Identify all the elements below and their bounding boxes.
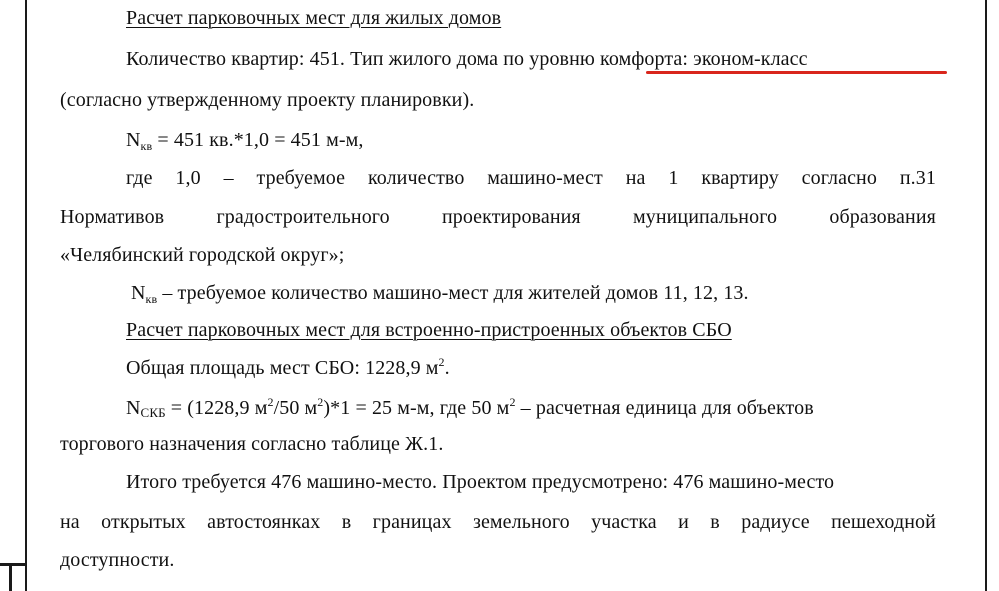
red-annotation-underline — [646, 71, 947, 74]
page-frame-right-border — [985, 0, 987, 591]
word: где — [126, 167, 153, 189]
word: Нормативов — [60, 206, 165, 228]
word: на — [625, 167, 646, 189]
word: автостоянках — [207, 511, 321, 533]
planning-project-note: (согласно утвержденному проекту планировки). — [60, 89, 475, 111]
formula-body: = 451 кв.*1,0 = 451 м-м, — [157, 129, 364, 151]
formula2-sup-1: 2 — [267, 395, 274, 409]
word: квартиру — [701, 167, 779, 189]
formula2-sup-2: 2 — [317, 395, 324, 409]
word: радиусе — [741, 511, 810, 533]
n-definition-text: – требуемое количество машино-мест для жителей домов 11, 12, 13. — [162, 282, 749, 304]
word: в — [710, 511, 720, 533]
word: в — [341, 511, 352, 533]
formula-n-symbol: N — [126, 129, 141, 151]
word: п.31 — [899, 167, 936, 189]
formula2-part-c: )*1 = 25 м-м, где 50 м — [323, 397, 510, 419]
word: на — [60, 511, 80, 533]
where-line-3: «Челябинский городской округ»; — [60, 244, 345, 266]
word: открытых — [101, 511, 186, 533]
word: машино-мест — [487, 167, 603, 189]
formula2-subscript: СКБ — [140, 405, 166, 420]
formula2-part-b: /50 м — [273, 397, 318, 419]
formula2-part-d: – расчетная единица для объектов — [520, 397, 814, 419]
n-symbol: N — [131, 282, 146, 304]
formula2-continuation: торгового назначения согласно таблице Ж.1. — [60, 433, 444, 455]
formula-commercial — [126, 396, 814, 425]
word: 1 — [668, 167, 679, 189]
word: требуемое — [256, 167, 346, 189]
formula2-part-a: = (1228,9 м — [170, 397, 268, 419]
section-heading-residential: Расчет парковочных мест для жилых домов — [126, 7, 502, 29]
n-definition-line — [131, 281, 749, 311]
n-subscript: кв — [145, 292, 158, 306]
formula-n-subscript: кв — [140, 139, 153, 153]
total-line-1: Итого требуется 476 машино-место. Проектом предусмотрено: 476 машино-место — [126, 471, 835, 493]
word: градостроительного — [216, 206, 390, 228]
formula2-sup-3: 2 — [509, 395, 516, 409]
page-frame-left-border — [25, 0, 27, 591]
where-line-1 — [126, 166, 936, 190]
word: границах — [372, 511, 452, 533]
area-end: . — [444, 357, 450, 379]
word: – — [223, 167, 234, 189]
word: образования — [829, 206, 936, 228]
word: 1,0 — [175, 167, 201, 189]
word: и — [678, 511, 689, 533]
area-superscript: 2 — [438, 355, 445, 369]
section-heading-commercial: Расчет парковочных мест для встроенно-пристроенных объектов СБО — [126, 319, 732, 341]
word: согласно — [801, 167, 877, 189]
where-line-2 — [60, 205, 936, 229]
apartments-count-line: Количество квартир: 451. Тип жилого дома по уровню комфорта: эконом-класс — [126, 48, 808, 70]
word: пешеходной — [831, 511, 936, 533]
word: муниципального — [632, 206, 778, 228]
area-text: Общая площадь мест СБО: 1228,9 м — [126, 357, 439, 379]
formula-residential — [126, 128, 363, 158]
word: участка — [591, 511, 657, 533]
commercial-area-line — [126, 356, 450, 380]
word: проектирования — [441, 206, 581, 228]
frame-corner-mark-horizontal — [0, 563, 25, 566]
word: земельного — [472, 511, 570, 533]
formula2-n-symbol: N — [126, 397, 141, 419]
total-line-2 — [60, 510, 936, 534]
word: количество — [367, 167, 465, 189]
frame-corner-mark-vertical — [9, 566, 12, 591]
total-line-3: доступности. — [60, 549, 175, 571]
